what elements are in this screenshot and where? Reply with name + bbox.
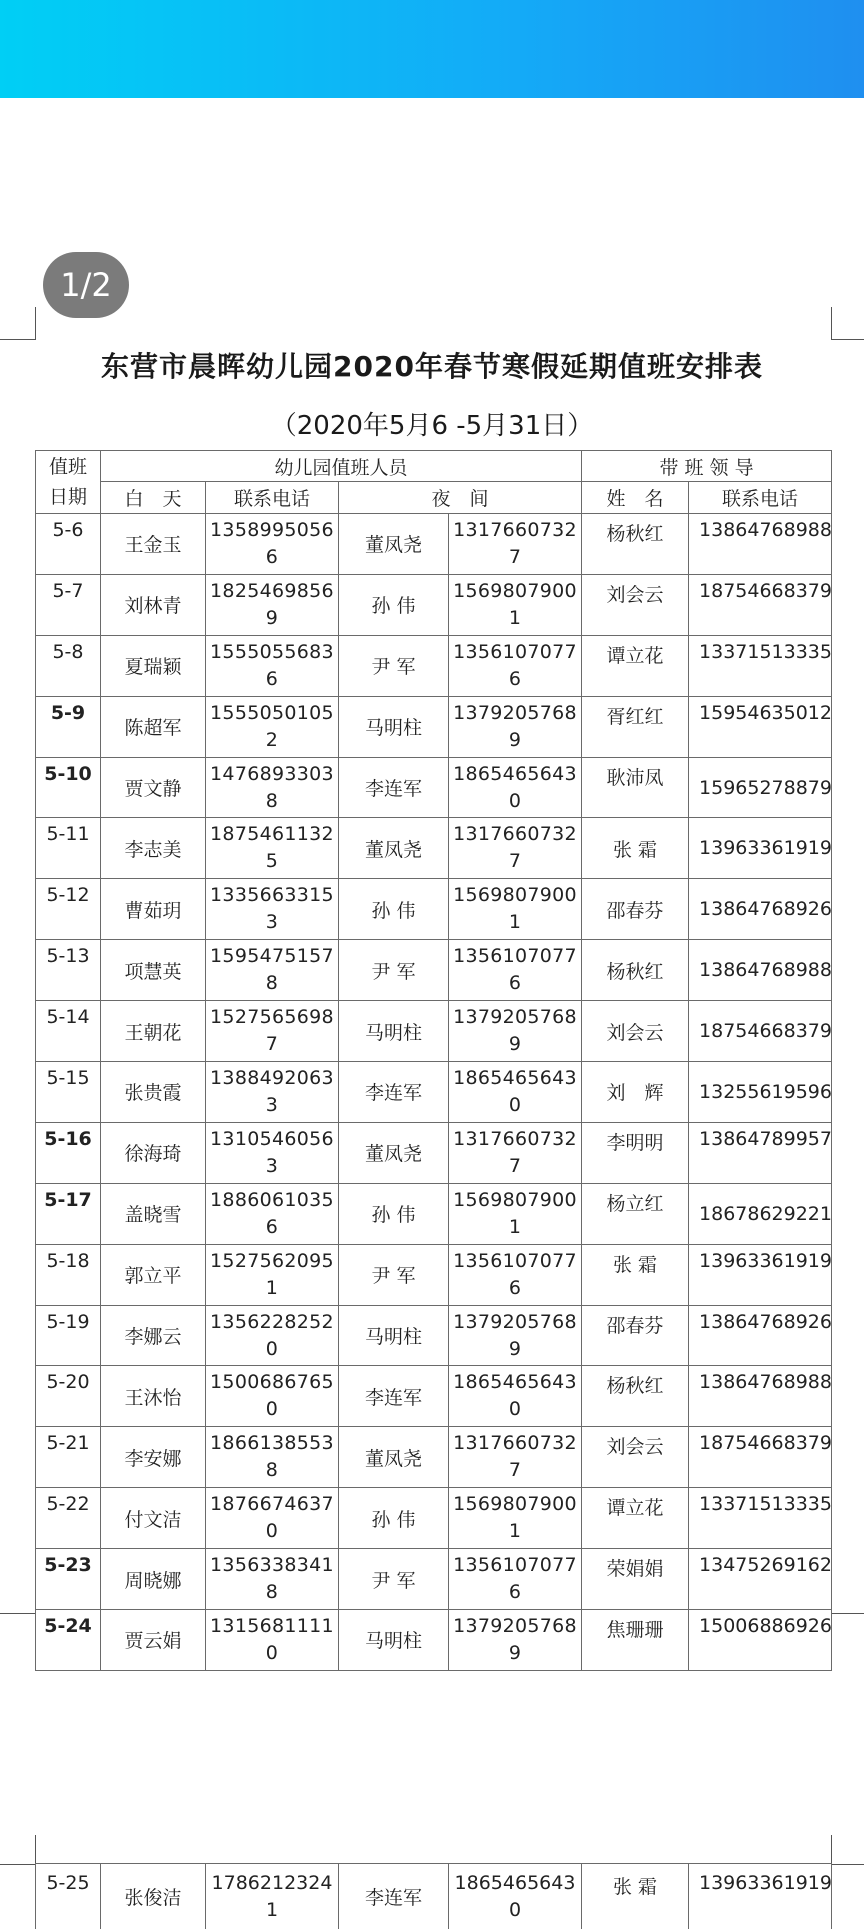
leader-name: 邵春芬	[582, 879, 689, 940]
day-staff-phone	[206, 1001, 339, 1062]
phone-line: 1	[449, 1214, 581, 1241]
table-row	[36, 1864, 832, 1929]
leader-phone: 13864768988	[689, 1366, 832, 1427]
day-staff-phone	[206, 757, 339, 818]
leader-phone: 13963361919	[689, 1244, 832, 1305]
day-staff-phone	[206, 879, 339, 940]
phone-line: 0	[206, 1336, 338, 1363]
leader-phone: 13963361919	[689, 1864, 832, 1929]
phone-line: 7	[449, 1153, 581, 1180]
leader-phone-header: 联系电话	[689, 482, 832, 514]
day-staff-phone	[206, 1244, 339, 1305]
leader-phone: 18678629221	[689, 1183, 832, 1244]
leader-name-header: 姓 名	[582, 482, 689, 514]
leader-phone: 13864768988	[689, 514, 832, 575]
date-header-line1: 值班	[36, 452, 100, 482]
night-staff-name: 李连军	[339, 757, 449, 818]
duty-date: 5-25	[36, 1864, 101, 1929]
day-staff-name: 张贵霞	[101, 1062, 206, 1123]
day-staff-phone	[206, 1305, 339, 1366]
leader-name: 荣娟娟	[582, 1549, 689, 1610]
leader-phone: 18754668379	[689, 1001, 832, 1062]
duty-date: 5-8	[36, 635, 101, 696]
phone-line: 5	[206, 848, 338, 875]
night-staff-phone	[449, 696, 582, 757]
table-row	[36, 1244, 832, 1305]
phone-line: 1595475157	[206, 943, 338, 970]
phone-line: 1500686765	[206, 1369, 338, 1396]
night-staff-phone	[449, 1183, 582, 1244]
phone-line: 7	[449, 848, 581, 875]
leader-phone: 13255619596	[689, 1062, 832, 1123]
table-row	[36, 1427, 832, 1488]
night-staff-phone	[449, 818, 582, 879]
day-staff-phone	[206, 635, 339, 696]
night-staff-phone	[449, 879, 582, 940]
night-staff-name: 董凤尧	[339, 1122, 449, 1183]
duty-date: 5-11	[36, 818, 101, 879]
phone-line: 1865465643	[449, 1870, 581, 1897]
document-subtitle: （2020年5月6 -5月31日）	[0, 405, 864, 442]
leader-name: 刘会云	[582, 574, 689, 635]
night-staff-phone	[449, 1610, 582, 1671]
phone-line: 1476893303	[206, 761, 338, 788]
leader-phone: 15965278879	[689, 757, 832, 818]
phone-line: 1317660732	[449, 517, 581, 544]
leader-phone: 15006886926	[689, 1610, 832, 1671]
leader-phone: 13864768926	[689, 1305, 832, 1366]
duty-date: 5-21	[36, 1427, 101, 1488]
table-row	[36, 635, 832, 696]
date-header-line2: 日期	[36, 482, 100, 512]
phone-line: 1379205768	[449, 700, 581, 727]
duty-date: 5-10	[36, 757, 101, 818]
phone-line: 1569807900	[449, 578, 581, 605]
duty-date: 5-19	[36, 1305, 101, 1366]
day-staff-phone	[206, 696, 339, 757]
day-staff-name: 郭立平	[101, 1244, 206, 1305]
leader-phone: 13864789957	[689, 1122, 832, 1183]
table-row	[36, 1549, 832, 1610]
phone-line: 1875461132	[206, 821, 338, 848]
leader-name: 张 霜	[582, 818, 689, 879]
crop-mark	[0, 1835, 36, 1865]
crop-mark	[0, 1613, 36, 1646]
document-title: 东营市晨晖幼儿园2020年春节寒假延期值班安排表	[0, 345, 864, 385]
leader-name: 李明明	[582, 1122, 689, 1183]
phone-line: 1886061035	[206, 1187, 338, 1214]
phone-line: 1527565698	[206, 1004, 338, 1031]
day-staff-name: 刘林青	[101, 574, 206, 635]
phone-line: 0	[449, 1092, 581, 1119]
leader-name: 杨秋红	[582, 940, 689, 1001]
day-staff-phone	[206, 1183, 339, 1244]
day-staff-name: 李娜云	[101, 1305, 206, 1366]
night-staff-name: 孙 伟	[339, 1488, 449, 1549]
day-staff-name: 贾文静	[101, 757, 206, 818]
day-staff-name: 夏瑞颖	[101, 635, 206, 696]
phone-line: 1317660732	[449, 1430, 581, 1457]
phone-line: 6	[449, 666, 581, 693]
day-staff-phone	[206, 574, 339, 635]
phone-line: 9	[206, 605, 338, 632]
table-row	[36, 1122, 832, 1183]
phone-line: 7	[449, 1457, 581, 1484]
day-staff-name: 陈超军	[101, 696, 206, 757]
day-staff-name: 付文洁	[101, 1488, 206, 1549]
night-staff-phone	[449, 1122, 582, 1183]
phone-line: 0	[449, 788, 581, 815]
day-header: 白 天	[101, 482, 206, 514]
night-staff-phone	[449, 1001, 582, 1062]
table-row	[36, 574, 832, 635]
phone-line: 1	[206, 1275, 338, 1302]
phone-line: 8	[206, 1579, 338, 1606]
phone-line: 0	[449, 1396, 581, 1423]
phone-line: 3	[206, 1092, 338, 1119]
phone-line: 1356228252	[206, 1309, 338, 1336]
duty-date: 5-6	[36, 514, 101, 575]
leader-name: 耿沛凤	[582, 757, 689, 818]
table-row	[36, 1062, 832, 1123]
phone-line: 1555055683	[206, 639, 338, 666]
crop-mark	[831, 1613, 864, 1646]
night-staff-name: 尹 军	[339, 635, 449, 696]
day-staff-phone	[206, 1610, 339, 1671]
leader-phone: 18754668379	[689, 574, 832, 635]
phone-line: 1335663315	[206, 882, 338, 909]
phone-line: 8	[206, 970, 338, 997]
table-row	[36, 1183, 832, 1244]
phone-line: 1786212324	[206, 1870, 338, 1897]
leader-phone: 15954635012	[689, 696, 832, 757]
table-row	[36, 757, 832, 818]
table-row	[36, 818, 832, 879]
phone-line: 1865465643	[449, 761, 581, 788]
night-staff-name: 马明柱	[339, 1305, 449, 1366]
phone-line: 1388492063	[206, 1065, 338, 1092]
leader-name: 刘 辉	[582, 1062, 689, 1123]
day-staff-phone	[206, 1366, 339, 1427]
phone-line: 9	[449, 1031, 581, 1058]
phone-line: 1317660732	[449, 821, 581, 848]
phone-line: 1310546056	[206, 1126, 338, 1153]
phone-line: 3	[206, 1153, 338, 1180]
day-staff-phone	[206, 1549, 339, 1610]
leader-phone: 13371513335	[689, 1488, 832, 1549]
day-staff-name: 贾云娟	[101, 1610, 206, 1671]
phone-line: 1	[449, 909, 581, 936]
night-staff-name: 尹 军	[339, 1549, 449, 1610]
duty-date: 5-15	[36, 1062, 101, 1123]
leader-name: 杨立红	[582, 1183, 689, 1244]
crop-mark	[0, 307, 36, 340]
phone-line: 1569807900	[449, 1187, 581, 1214]
phone-line: 1865465643	[449, 1065, 581, 1092]
night-staff-phone	[449, 1549, 582, 1610]
phone-line: 7	[449, 544, 581, 571]
phone-line: 1356338341	[206, 1552, 338, 1579]
table-row	[36, 1366, 832, 1427]
phone-line: 2	[206, 727, 338, 754]
duty-date: 5-18	[36, 1244, 101, 1305]
night-staff-name: 马明柱	[339, 1610, 449, 1671]
day-staff-name: 李安娜	[101, 1427, 206, 1488]
crop-mark	[831, 307, 864, 340]
leader-name: 胥红红	[582, 696, 689, 757]
crop-mark	[831, 1835, 864, 1865]
phone-line: 1865465643	[449, 1369, 581, 1396]
duty-date: 5-16	[36, 1122, 101, 1183]
leader-name: 谭立花	[582, 1488, 689, 1549]
phone-line: 1379205768	[449, 1309, 581, 1336]
leader-name: 杨秋红	[582, 514, 689, 575]
phone-line: 1356107077	[449, 639, 581, 666]
day-staff-name: 张俊洁	[101, 1864, 206, 1929]
day-staff-name: 徐海琦	[101, 1122, 206, 1183]
phone-line: 1825469856	[206, 578, 338, 605]
night-staff-phone	[449, 1488, 582, 1549]
night-staff-name: 李连军	[339, 1366, 449, 1427]
leader-name: 刘会云	[582, 1427, 689, 1488]
phone-line: 0	[206, 1518, 338, 1545]
leader-phone: 13371513335	[689, 635, 832, 696]
duty-date: 5-17	[36, 1183, 101, 1244]
day-staff-phone	[206, 818, 339, 879]
phone-line: 0	[206, 1640, 338, 1667]
duty-date: 5-9	[36, 696, 101, 757]
night-staff-name: 孙 伟	[339, 879, 449, 940]
night-header: 夜 间	[339, 482, 582, 514]
night-staff-name: 孙 伟	[339, 574, 449, 635]
leader-name: 邵春芬	[582, 1305, 689, 1366]
staff-group-header: 幼儿园值班人员	[101, 451, 582, 482]
night-staff-phone	[449, 757, 582, 818]
night-staff-phone	[449, 1062, 582, 1123]
table-row	[36, 1305, 832, 1366]
phone-line: 1569807900	[449, 882, 581, 909]
leader-name: 张 霜	[582, 1244, 689, 1305]
phone-line: 1315681111	[206, 1613, 338, 1640]
night-staff-phone	[449, 635, 582, 696]
phone-line: 3	[206, 909, 338, 936]
day-staff-name: 王沐怡	[101, 1366, 206, 1427]
night-staff-phone	[449, 1427, 582, 1488]
night-staff-phone	[449, 1305, 582, 1366]
phone-line: 1	[449, 1518, 581, 1545]
phone-line: 1356107077	[449, 943, 581, 970]
duty-date: 5-12	[36, 879, 101, 940]
day-staff-name: 项慧英	[101, 940, 206, 1001]
phone-line: 1569807900	[449, 1491, 581, 1518]
next-page-table	[35, 1863, 832, 1929]
leader-group-header: 带 班 领 导	[582, 451, 832, 482]
phone-line: 1379205768	[449, 1613, 581, 1640]
phone-line: 1358995056	[206, 517, 338, 544]
night-staff-name: 董凤尧	[339, 514, 449, 575]
table-row	[36, 1488, 832, 1549]
duty-date: 5-24	[36, 1610, 101, 1671]
phone-line: 0	[449, 1897, 581, 1924]
night-staff-name: 李连军	[339, 1062, 449, 1123]
phone-line: 1866138553	[206, 1430, 338, 1457]
day-staff-name: 李志美	[101, 818, 206, 879]
phone-line: 9	[449, 1336, 581, 1363]
night-staff-name: 李连军	[339, 1864, 449, 1929]
night-staff-phone	[449, 1244, 582, 1305]
table-row	[36, 696, 832, 757]
night-staff-name: 马明柱	[339, 696, 449, 757]
day-staff-name: 盖晓雪	[101, 1183, 206, 1244]
duty-date: 5-7	[36, 574, 101, 635]
phone-line: 8	[206, 788, 338, 815]
duty-schedule-table	[35, 450, 832, 1671]
phone-line: 6	[449, 1275, 581, 1302]
phone-line: 1555050105	[206, 700, 338, 727]
leader-name: 刘会云	[582, 1001, 689, 1062]
page-indicator: 1/2	[43, 252, 129, 318]
night-staff-phone	[449, 514, 582, 575]
duty-date: 5-13	[36, 940, 101, 1001]
leader-phone: 13864768926	[689, 879, 832, 940]
night-staff-phone	[449, 1366, 582, 1427]
table-row	[36, 879, 832, 940]
leader-name: 杨秋红	[582, 1366, 689, 1427]
night-staff-phone	[449, 1864, 582, 1929]
night-staff-name: 董凤尧	[339, 818, 449, 879]
phone-line: 7	[206, 1031, 338, 1058]
phone-line: 0	[206, 1396, 338, 1423]
night-staff-phone	[449, 940, 582, 1001]
subheader-row	[36, 482, 832, 514]
day-staff-phone	[206, 1122, 339, 1183]
phone-line: 1	[449, 605, 581, 632]
duty-date: 5-23	[36, 1549, 101, 1610]
day-staff-name: 周晓娜	[101, 1549, 206, 1610]
table-row	[36, 1610, 832, 1671]
phone-line: 9	[449, 1640, 581, 1667]
phone-line: 6	[449, 1579, 581, 1606]
date-header	[36, 451, 101, 514]
day-staff-phone	[206, 514, 339, 575]
phone-line: 1317660732	[449, 1126, 581, 1153]
day-staff-name: 王朝花	[101, 1001, 206, 1062]
leader-phone: 13475269162	[689, 1549, 832, 1610]
phone-line: 6	[206, 1214, 338, 1241]
leader-name: 谭立花	[582, 635, 689, 696]
phone-line: 6	[206, 544, 338, 571]
table-row	[36, 1001, 832, 1062]
day-staff-phone	[206, 1427, 339, 1488]
leader-phone: 13864768988	[689, 940, 832, 1001]
phone-line: 1356107077	[449, 1248, 581, 1275]
viewer-top-bar	[0, 0, 864, 98]
phone-line: 1356107077	[449, 1552, 581, 1579]
header-row	[36, 451, 832, 482]
day-staff-name: 曹茹玥	[101, 879, 206, 940]
leader-name: 张 霜	[582, 1864, 689, 1929]
phone-line: 1379205768	[449, 1004, 581, 1031]
day-staff-phone	[206, 940, 339, 1001]
leader-phone: 18754668379	[689, 1427, 832, 1488]
night-staff-name: 尹 军	[339, 940, 449, 1001]
day-staff-name: 王金玉	[101, 514, 206, 575]
leader-phone: 13963361919	[689, 818, 832, 879]
phone-line: 8	[206, 1457, 338, 1484]
night-staff-name: 董凤尧	[339, 1427, 449, 1488]
duty-date: 5-14	[36, 1001, 101, 1062]
phone-line: 6	[449, 970, 581, 997]
night-staff-name: 马明柱	[339, 1001, 449, 1062]
phone-line: 9	[449, 727, 581, 754]
night-staff-name: 孙 伟	[339, 1183, 449, 1244]
night-staff-name: 尹 军	[339, 1244, 449, 1305]
day-phone-header: 联系电话	[206, 482, 339, 514]
night-staff-phone	[449, 574, 582, 635]
phone-line: 1	[206, 1897, 338, 1924]
table-row	[36, 514, 832, 575]
phone-line: 6	[206, 666, 338, 693]
duty-date: 5-20	[36, 1366, 101, 1427]
duty-date: 5-22	[36, 1488, 101, 1549]
day-staff-phone	[206, 1864, 339, 1929]
day-staff-phone	[206, 1488, 339, 1549]
phone-line: 1527562095	[206, 1248, 338, 1275]
leader-name: 焦珊珊	[582, 1610, 689, 1671]
day-staff-phone	[206, 1062, 339, 1123]
table-row	[36, 940, 832, 1001]
phone-line: 1876674637	[206, 1491, 338, 1518]
